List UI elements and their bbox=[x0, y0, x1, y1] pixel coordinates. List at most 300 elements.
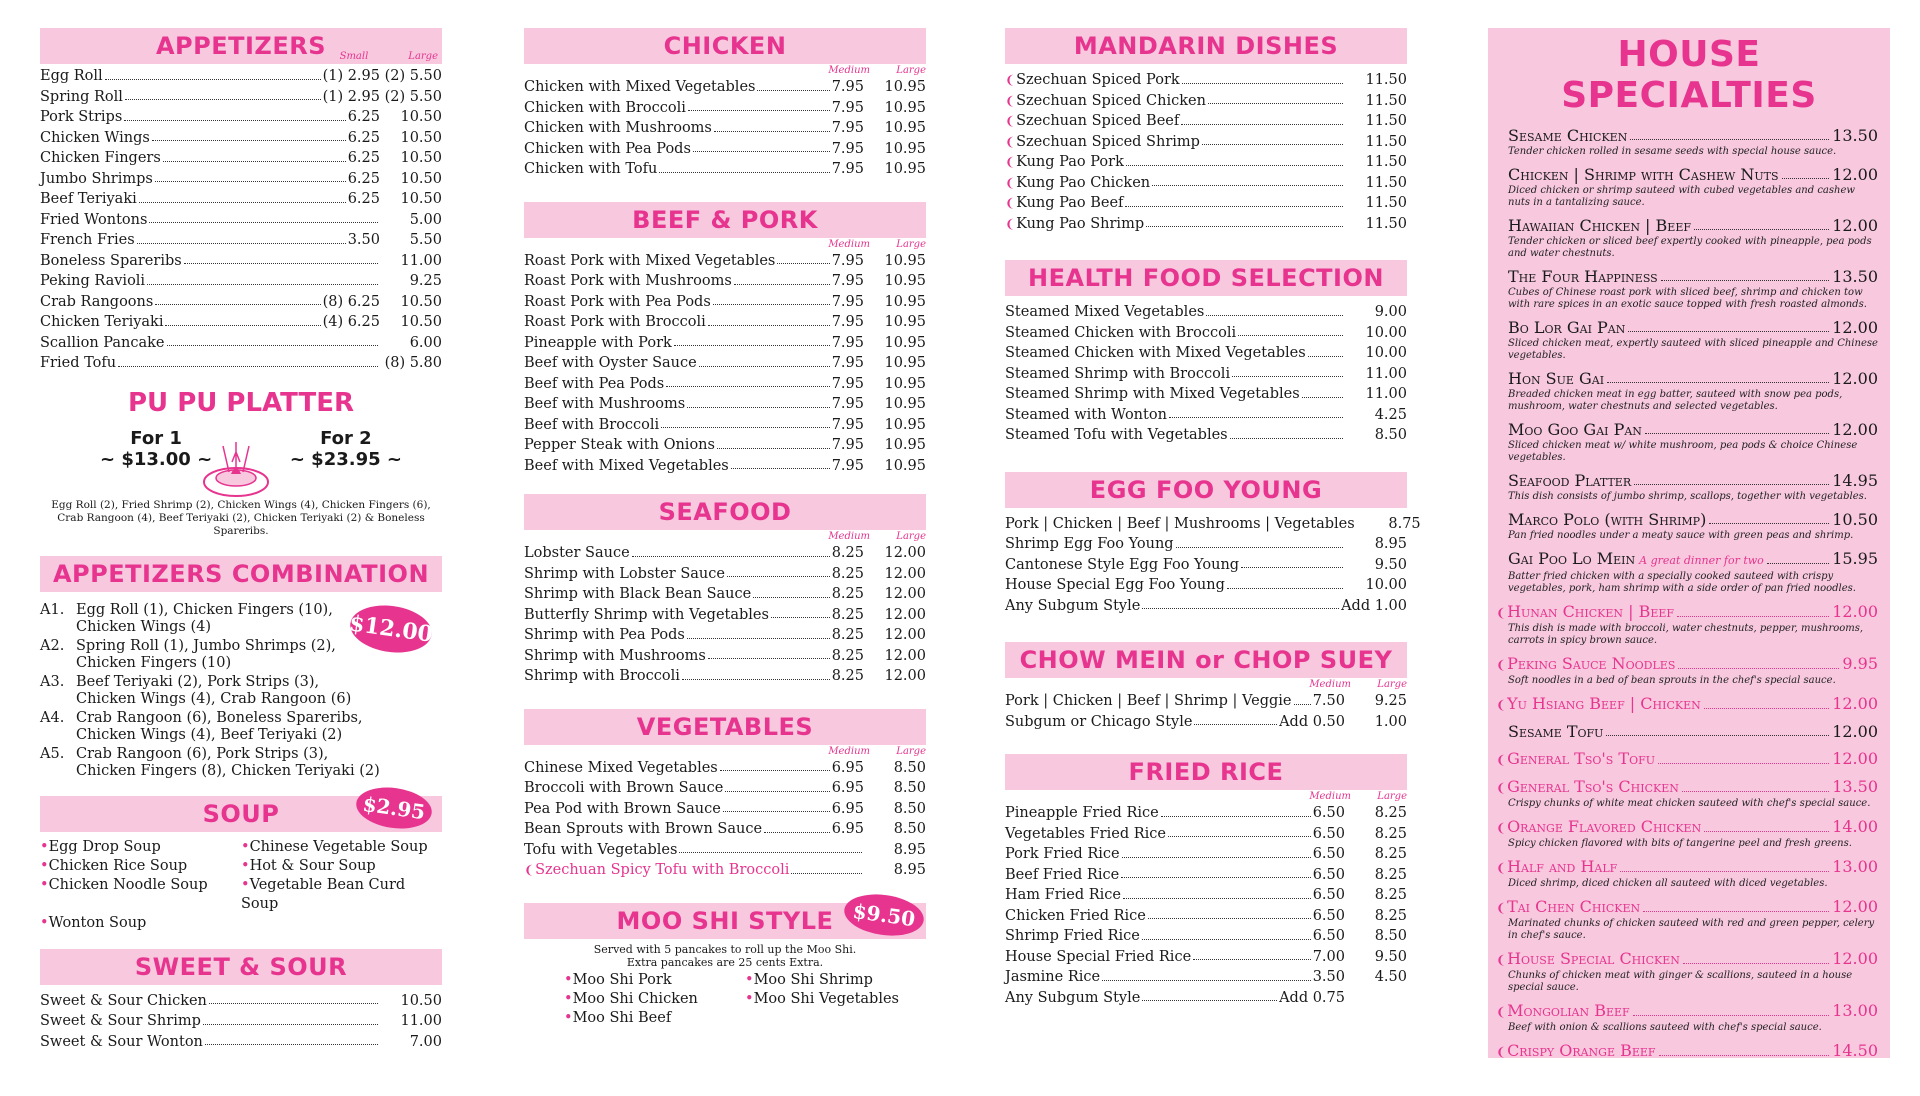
house-specialty-price: 13.50 bbox=[1832, 267, 1878, 286]
item-price-2: 11.00 bbox=[1365, 365, 1407, 382]
item-name: Pea Pod with Brown Sauce bbox=[524, 800, 721, 817]
leader-dots bbox=[1169, 417, 1343, 418]
soup-title: SOUP bbox=[202, 799, 280, 828]
leader-dots bbox=[1620, 871, 1829, 872]
chili-icon: ❨ bbox=[1005, 216, 1016, 231]
menu-item bbox=[40, 991, 442, 1012]
item-price-2: 10.95 bbox=[884, 437, 926, 453]
leader-dots bbox=[1161, 816, 1311, 817]
fried-rice-section bbox=[1005, 754, 1407, 1008]
house-specialty-item bbox=[1488, 1041, 1890, 1062]
house-specialty-row bbox=[1508, 126, 1878, 146]
combo-price-badge: $12.00 bbox=[347, 600, 435, 657]
item-name: Shrimp with Pea Pods bbox=[524, 627, 685, 643]
health-title: HEALTH FOOD SELECTION bbox=[1028, 264, 1384, 292]
item-name: Jasmine Rice bbox=[1005, 969, 1101, 985]
item-name: Shrimp Fried Rice bbox=[1005, 928, 1140, 944]
mandarin-header bbox=[1005, 28, 1407, 64]
item-name: Shrimp with Mushrooms bbox=[524, 647, 706, 664]
item-price-2: 11.50 bbox=[1365, 154, 1407, 170]
item-price-2: 5.00 bbox=[409, 211, 442, 228]
bullet-item: • Moo Shi Beef bbox=[564, 1009, 745, 1028]
house-specialty-price: 12.00 bbox=[1832, 165, 1878, 184]
menu-item bbox=[40, 66, 442, 87]
item-name: Kung Pao Shrimp bbox=[1016, 215, 1145, 232]
house-specialty-name: Mongolian Beef bbox=[1507, 1001, 1630, 1020]
vegetables-size-labels bbox=[524, 745, 926, 758]
leader-dots bbox=[687, 638, 830, 639]
menu-item bbox=[524, 456, 926, 477]
item-price-1: 7.95 bbox=[831, 396, 864, 412]
item-name: Kung Pao Chicken bbox=[1016, 174, 1151, 191]
soup-price-badge: $2.95 bbox=[354, 782, 435, 832]
item-price-2: 10.50 bbox=[400, 170, 442, 187]
item-name: French Fries bbox=[40, 232, 135, 248]
menu-item bbox=[524, 292, 926, 313]
vegetables-section bbox=[524, 709, 926, 881]
item-price-2: 10.95 bbox=[884, 416, 926, 433]
bullet-item: • Hot & Sour Soup bbox=[241, 857, 442, 876]
leader-dots bbox=[1142, 1000, 1277, 1001]
item-price-1: 7.95 bbox=[831, 252, 864, 269]
leader-dots bbox=[209, 1003, 378, 1004]
house-specialty-name: Half and Half bbox=[1507, 857, 1618, 876]
house-specialty-name: Tai Chen Chicken bbox=[1507, 897, 1641, 916]
house-specialty-name: House Special Chicken bbox=[1507, 949, 1680, 968]
chicken-section bbox=[524, 28, 926, 180]
menu-item bbox=[524, 118, 926, 139]
combo-key: A3. bbox=[40, 673, 65, 690]
item-price-2: 10.95 bbox=[884, 375, 926, 392]
vegetables-header bbox=[524, 709, 926, 745]
house-specialty-row bbox=[1496, 897, 1878, 918]
combo-text bbox=[76, 674, 351, 708]
leader-dots bbox=[1241, 567, 1343, 568]
item-name: Shrimp with Lobster Sauce bbox=[524, 565, 725, 582]
leader-dots bbox=[666, 386, 830, 387]
house-specialty-row bbox=[1496, 1001, 1878, 1022]
item-name: Pineapple with Pork bbox=[524, 334, 672, 351]
item-name: Szechuan Spiced Pork bbox=[1016, 72, 1180, 88]
house-specialty-row bbox=[1496, 749, 1878, 770]
leader-dots bbox=[1633, 1015, 1830, 1016]
leader-dots bbox=[155, 181, 346, 182]
item-price-2: 10.95 bbox=[884, 120, 926, 136]
item-price-2: 11.50 bbox=[1365, 215, 1407, 232]
bullet-item: • Moo Shi Shrimp bbox=[745, 971, 926, 990]
house-specialty-price: 13.00 bbox=[1832, 857, 1878, 876]
item-price-2: 12.00 bbox=[884, 565, 926, 582]
menu-item bbox=[524, 394, 926, 415]
seafood-list bbox=[524, 543, 926, 687]
house-specialty-item bbox=[1488, 777, 1890, 810]
house-specialty-row bbox=[1496, 817, 1878, 838]
medium-label: Medium bbox=[1309, 679, 1351, 690]
menu-item bbox=[1005, 534, 1407, 555]
item-name: Chicken with Pea Pods bbox=[524, 140, 691, 157]
item-price-1: 7.95 bbox=[831, 120, 864, 136]
leader-dots bbox=[1126, 165, 1343, 166]
chow-mein-section bbox=[1005, 642, 1407, 732]
house-specialty-item bbox=[1488, 318, 1890, 362]
item-name: Chinese Mixed Vegetables bbox=[524, 759, 718, 776]
combo-line-2: Chicken Fingers (10) bbox=[76, 654, 232, 671]
item-price-2: 10.50 bbox=[400, 992, 442, 1009]
combo-line-1: Beef Teriyaki (2), Pork Strips (3), bbox=[76, 673, 320, 690]
leader-dots bbox=[1704, 708, 1829, 709]
item-name: Scallion Pancake bbox=[40, 334, 165, 351]
item-price-2: 11.50 bbox=[1365, 133, 1407, 150]
leader-dots bbox=[1683, 963, 1829, 964]
combo-line-1: Egg Roll (1), Chicken Fingers (10), bbox=[76, 601, 333, 618]
menu-item bbox=[524, 758, 926, 779]
house-specialty-row bbox=[1508, 369, 1878, 389]
menu-item bbox=[1005, 947, 1407, 968]
soup-list bbox=[40, 838, 442, 933]
house-specialty-price: 12.00 bbox=[1832, 420, 1878, 439]
combo-text bbox=[76, 638, 336, 672]
chili-icon: ❨ bbox=[1005, 175, 1016, 190]
combo-key: A1. bbox=[40, 601, 65, 618]
house-specialty-item bbox=[1488, 216, 1890, 260]
chili-icon: ❨ bbox=[1496, 658, 1507, 672]
leader-dots bbox=[1121, 877, 1311, 878]
item-name: Pork Strips bbox=[40, 109, 123, 125]
moo-shi-section bbox=[524, 898, 926, 1028]
item-name: Lobster Sauce bbox=[524, 545, 630, 561]
house-specialty-name: Seafood Platter bbox=[1508, 471, 1632, 490]
leader-dots bbox=[163, 161, 346, 162]
menu-item bbox=[1005, 91, 1407, 112]
leader-dots bbox=[679, 852, 862, 853]
item-price-2: 8.25 bbox=[1374, 907, 1407, 924]
combo-line-2: Chicken Wings (4), Beef Teriyaki (2) bbox=[76, 726, 343, 743]
leader-dots bbox=[1678, 668, 1839, 669]
menu-item bbox=[1005, 514, 1421, 535]
health-list bbox=[1005, 302, 1407, 446]
item-price-2: 1.00 bbox=[1374, 713, 1407, 730]
moo-shi-note-line-2: Extra pancakes are 25 cents Extra. bbox=[626, 955, 824, 969]
pupu-title: PU PU PLATTER bbox=[127, 387, 354, 418]
leader-dots bbox=[1606, 735, 1829, 736]
item-price-2: 10.50 bbox=[400, 129, 442, 146]
menu-item bbox=[1005, 824, 1407, 845]
item-name: Cantonese Style Egg Foo Young bbox=[1005, 556, 1240, 573]
item-name: Any Subgum Style bbox=[1005, 597, 1141, 614]
chili-icon: ❨ bbox=[1496, 606, 1507, 620]
chow-mein-list bbox=[1005, 691, 1407, 732]
chili-icon: ❨ bbox=[1005, 196, 1016, 210]
item-price-2: 10.95 bbox=[884, 161, 926, 177]
item-name: Chicken with Mushrooms bbox=[524, 120, 712, 136]
house-specialty-price: 14.00 bbox=[1832, 817, 1878, 836]
menu-item bbox=[524, 860, 926, 881]
combo-line-1: Crab Rangoon (6), Pork Strips (3), bbox=[76, 745, 329, 762]
menu-item bbox=[1005, 111, 1407, 132]
menu-item bbox=[524, 435, 926, 456]
item-name: House Special Egg Foo Young bbox=[1005, 577, 1225, 593]
menu-item bbox=[524, 666, 926, 687]
item-price-2: 8.50 bbox=[893, 800, 926, 817]
house-specialty-item bbox=[1488, 267, 1890, 311]
moo-shi-note bbox=[524, 943, 926, 969]
item-price-2: 10.50 bbox=[400, 293, 442, 310]
leader-dots bbox=[791, 873, 862, 874]
item-name: Sweet & Sour Chicken bbox=[40, 992, 207, 1009]
menu-item bbox=[40, 251, 442, 272]
item-name: Szechuan Spicy Tofu with Broccoli bbox=[535, 862, 790, 878]
item-price-2: Add 1.00 bbox=[1341, 597, 1407, 614]
menu-item bbox=[1005, 691, 1407, 712]
item-name: Jumbo Shrimps bbox=[40, 170, 153, 187]
item-price-2: 9.00 bbox=[1374, 304, 1407, 320]
pupu-for2: For 2 bbox=[320, 427, 372, 449]
item-price-1: 7.95 bbox=[831, 140, 864, 157]
leader-dots bbox=[1125, 206, 1343, 207]
combo-item bbox=[40, 746, 442, 780]
beef-pork-list bbox=[524, 251, 926, 477]
chow-mein-title: CHOW MEIN or CHOP SUEY bbox=[1019, 646, 1393, 674]
item-price-1: 6.25 bbox=[347, 191, 380, 207]
house-specialty-row bbox=[1508, 722, 1878, 742]
item-name: Beef with Mixed Vegetables bbox=[524, 457, 729, 474]
menu-item bbox=[524, 77, 926, 98]
leader-dots bbox=[125, 99, 321, 100]
menu-item bbox=[524, 415, 926, 436]
house-specialty-description: Sliced chicken meat w/ white mushroom, pea pods & choice Chinese vegetables. bbox=[1508, 440, 1858, 463]
house-specialty-row bbox=[1508, 510, 1878, 530]
item-price-2: 9.50 bbox=[1374, 948, 1407, 965]
leader-dots bbox=[1148, 918, 1311, 919]
leader-dots bbox=[687, 407, 830, 408]
menu-item bbox=[40, 230, 442, 251]
menu-item bbox=[40, 271, 442, 292]
item-name: Boneless Spareribs bbox=[40, 252, 182, 269]
leader-dots bbox=[203, 1024, 378, 1025]
menu-item bbox=[1005, 988, 1407, 1009]
large-label: Large bbox=[896, 745, 926, 757]
combo-line-1: Spring Roll (1), Jumbo Shrimps (2), bbox=[76, 637, 336, 654]
leader-dots bbox=[674, 345, 830, 346]
item-price-1: (4) 6.25 bbox=[322, 314, 380, 330]
item-name: Chicken with Tofu bbox=[524, 161, 658, 177]
house-specialty-item bbox=[1488, 1001, 1890, 1034]
item-name: Pepper Steak with Onions bbox=[524, 437, 715, 453]
menu-item bbox=[524, 139, 926, 160]
beef-pork-title: BEEF & PORK bbox=[632, 205, 818, 234]
item-price-2: 10.50 bbox=[400, 109, 442, 125]
item-name: Broccoli with Brown Sauce bbox=[524, 780, 724, 796]
item-price-1: 8.25 bbox=[831, 647, 864, 664]
medium-label: Medium bbox=[828, 65, 870, 76]
house-specialty-item bbox=[1488, 420, 1890, 464]
moo-shi-list bbox=[524, 971, 926, 1028]
pupu-note-line-2: Crab Rangoon (4), Beef Teriyaki (2), Chicken Teriyaki (2) & Boneless Spareribs. bbox=[57, 511, 425, 537]
large-label: Large bbox=[1377, 791, 1407, 802]
menu-item bbox=[1005, 214, 1407, 235]
item-price-2: 5.50 bbox=[409, 232, 442, 248]
leader-dots bbox=[1782, 178, 1830, 179]
leader-dots bbox=[105, 79, 321, 80]
pupu-option-2 bbox=[290, 428, 402, 470]
item-name: Beef Fried Rice bbox=[1005, 866, 1120, 883]
menu-item bbox=[1005, 575, 1407, 596]
house-specialty-row bbox=[1496, 694, 1878, 715]
pupu-price1: ~ $13.00 ~ bbox=[100, 448, 213, 470]
pupu-for1: For 1 bbox=[130, 427, 182, 449]
item-price-2: 10.95 bbox=[884, 396, 926, 412]
house-specialty-item bbox=[1488, 165, 1890, 209]
menu-item bbox=[1005, 712, 1407, 733]
house-specialty-name: Gai Poo Lo Mein bbox=[1508, 549, 1636, 568]
house-specialty-row bbox=[1496, 654, 1878, 675]
item-price-2: 11.00 bbox=[1365, 386, 1407, 402]
menu-item bbox=[524, 98, 926, 119]
chili-icon: ❨ bbox=[1496, 821, 1507, 835]
sweet-sour-section bbox=[40, 949, 442, 1053]
house-specialty-item bbox=[1488, 949, 1890, 994]
house-specialty-price: 14.95 bbox=[1832, 471, 1878, 490]
combo-line-2: Chicken Wings (4) bbox=[76, 618, 212, 635]
item-price-1: 6.50 bbox=[1312, 825, 1345, 842]
menu-item bbox=[524, 333, 926, 354]
menu-item bbox=[524, 374, 926, 395]
menu-item bbox=[1005, 132, 1407, 153]
item-price-2: 10.95 bbox=[884, 457, 926, 474]
menu-item bbox=[524, 584, 926, 605]
house-specialty-price: 13.50 bbox=[1832, 777, 1878, 796]
medium-label: Medium bbox=[1309, 791, 1351, 802]
leader-dots bbox=[184, 263, 378, 264]
item-price-1: 7.95 bbox=[831, 437, 864, 453]
chili-icon: ❨ bbox=[524, 863, 535, 877]
house-specialty-price: 10.50 bbox=[1832, 510, 1878, 529]
house-specialty-name: General Tso's Tofu bbox=[1507, 749, 1655, 768]
item-price-2: 12.00 bbox=[884, 586, 926, 602]
leader-dots bbox=[137, 243, 346, 244]
menu-item bbox=[40, 333, 442, 354]
chili-icon: ❨ bbox=[1496, 861, 1507, 875]
appetizers-title: APPETIZERS bbox=[155, 32, 326, 60]
house-specialty-description: Diced chicken or shrimp sauteed with cubed vegetables and cashew nuts in a tantalizing sauce. bbox=[1508, 185, 1855, 208]
item-price-2: 9.25 bbox=[1374, 693, 1407, 709]
chicken-list bbox=[524, 77, 926, 180]
egg-foo-young-header bbox=[1005, 472, 1407, 508]
leader-dots bbox=[152, 140, 346, 141]
menu-item bbox=[524, 353, 926, 374]
house-specialty-item bbox=[1488, 471, 1890, 503]
item-price-2: 8.25 bbox=[1374, 825, 1407, 842]
item-price-1: 6.50 bbox=[1312, 846, 1345, 862]
item-name: Shrimp with Broccoli bbox=[524, 668, 680, 684]
bullet-item: • Chicken Rice Soup bbox=[40, 857, 241, 876]
appetizers-list bbox=[40, 66, 442, 374]
leader-dots bbox=[1176, 547, 1343, 548]
item-price-1: 7.95 bbox=[831, 273, 864, 289]
mandarin-list bbox=[1005, 70, 1407, 234]
item-price-1: 8.25 bbox=[831, 565, 864, 582]
item-price-1: 6.95 bbox=[831, 800, 864, 817]
item-price-1: 3.50 bbox=[347, 232, 380, 248]
moo-shi-title: MOO SHI STYLE bbox=[616, 906, 834, 935]
leader-dots bbox=[1661, 280, 1829, 281]
menu-item bbox=[524, 564, 926, 585]
item-price-2: 8.95 bbox=[893, 841, 926, 858]
large-label: Large bbox=[896, 65, 926, 76]
house-specialty-item bbox=[1488, 722, 1890, 742]
leader-dots bbox=[723, 811, 830, 812]
item-name: Butterfly Shrimp with Vegetables bbox=[524, 606, 769, 623]
chicken-title: CHICKEN bbox=[663, 32, 787, 60]
leader-dots bbox=[1230, 438, 1343, 439]
bullet-item: • Chinese Vegetable Soup bbox=[241, 838, 442, 857]
small-label: Small bbox=[339, 51, 369, 62]
item-name: Steamed Tofu with Vegetables bbox=[1005, 427, 1228, 443]
house-specialty-name: Marco Polo (with Shrimp) bbox=[1508, 510, 1707, 529]
combo-line-2: Chicken Wings (4), Crab Rangoon (6) bbox=[76, 690, 352, 707]
leader-dots bbox=[632, 556, 830, 557]
item-price-1: 7.95 bbox=[831, 161, 864, 177]
item-name: Roast Pork with Mushrooms bbox=[524, 273, 732, 289]
item-price-1: 6.50 bbox=[1312, 928, 1345, 944]
health-section bbox=[1005, 260, 1407, 446]
leader-dots bbox=[708, 658, 830, 659]
item-price-2: 8.25 bbox=[1374, 866, 1407, 883]
item-name: Pork Fried Rice bbox=[1005, 846, 1120, 862]
item-price-2: 7.00 bbox=[409, 1033, 442, 1050]
menu-item bbox=[1005, 885, 1407, 906]
item-price-2: 11.00 bbox=[400, 252, 442, 269]
menu-item bbox=[1005, 967, 1407, 988]
item-price-2: 11.50 bbox=[1365, 113, 1407, 129]
leader-dots bbox=[1202, 144, 1343, 145]
house-specialty-name: Yu Hsiang Beef | Chicken bbox=[1507, 694, 1701, 713]
house-specialty-price: 12.00 bbox=[1832, 216, 1878, 235]
item-price-1: 8.25 bbox=[831, 627, 864, 643]
combo-key: A2. bbox=[40, 637, 65, 654]
leader-dots bbox=[1694, 229, 1829, 230]
item-price-2: 10.95 bbox=[884, 252, 926, 269]
leader-dots bbox=[1643, 911, 1829, 912]
item-price-1: (1) 2.95 bbox=[322, 68, 380, 84]
leader-dots bbox=[1645, 433, 1829, 434]
house-specialty-description: Sliced chicken meat, expertly sauteed with sliced pineapple and Chinese vegetables. bbox=[1508, 338, 1878, 361]
egg-foo-young-title: EGG FOO YOUNG bbox=[1089, 475, 1323, 504]
item-price-1: 7.95 bbox=[831, 457, 864, 474]
menu-item bbox=[1005, 803, 1407, 824]
item-name: Sweet & Sour Shrimp bbox=[40, 1013, 201, 1029]
item-price-1: 6.50 bbox=[1312, 887, 1345, 903]
item-price-1: 6.95 bbox=[831, 780, 864, 796]
leader-dots bbox=[1238, 335, 1343, 336]
item-price-2: 12.00 bbox=[884, 647, 926, 664]
leader-dots bbox=[139, 202, 346, 203]
chili-icon: ❨ bbox=[1496, 781, 1507, 795]
house-specialty-price: 13.50 bbox=[1832, 126, 1878, 145]
item-name: Roast Pork with Broccoli bbox=[524, 314, 706, 330]
leader-dots bbox=[725, 791, 829, 792]
pupu-platter-icon bbox=[201, 432, 271, 502]
combo-item bbox=[40, 674, 442, 708]
pupu-note-line-1: Egg Roll (2), Fried Shrimp (2), Chicken Wings (4), Chicken Fingers (6), bbox=[51, 498, 431, 511]
leader-dots bbox=[1659, 1055, 1830, 1056]
combo-item bbox=[40, 710, 442, 744]
item-price-2: (2) 5.50 bbox=[384, 88, 442, 105]
item-name: Beef with Mushrooms bbox=[524, 396, 686, 412]
item-name: Kung Pao Beef bbox=[1016, 195, 1124, 211]
house-specialty-description: Tender chicken or sliced beef expertly cooked with pineapple, pea pods and water chestnuts. bbox=[1508, 236, 1872, 259]
house-specialty-row bbox=[1508, 216, 1878, 236]
